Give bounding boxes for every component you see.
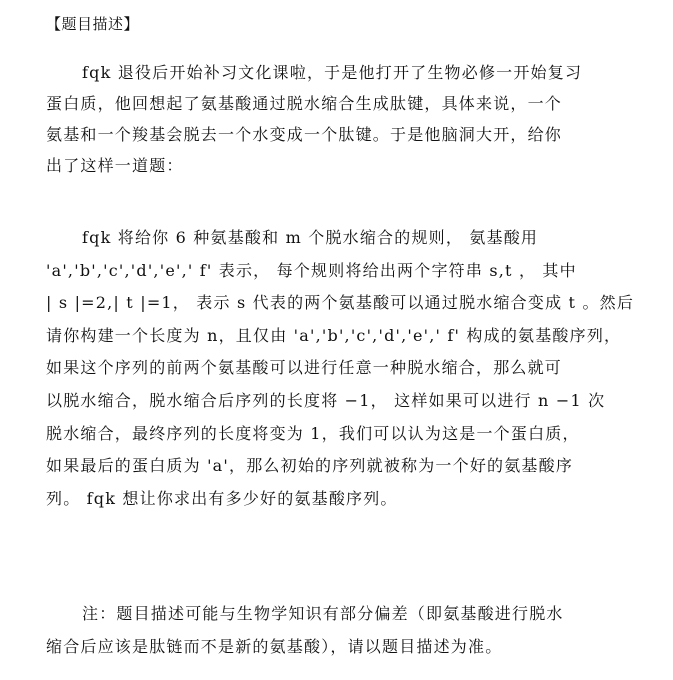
paragraph-line: fqk 退役后开始补习文化课啦，于是他打开了生物必修一开始复习 xyxy=(82,63,583,82)
paragraph-line: fqk 将给你 6 种氨基酸和 m 个脱水缩合的规则， 氨基酸用 xyxy=(82,228,539,247)
paragraph-line: 列。 fqk 想让你求出有多少好的氨基酸序列。 xyxy=(46,488,398,508)
paragraph-note xyxy=(46,597,646,663)
paragraph-line: 以脱水缩合，脱水缩合后序列的长度将 −1， 这样如果可以进行 n −1 次 xyxy=(46,390,606,410)
section-title: 【题目描述】 xyxy=(46,15,140,33)
paragraph-line: 请你构建一个长度为 n，且仅由 'a','b','c','d','e',' f' 构成的氨基酸序列， xyxy=(46,325,622,345)
paragraph-problem xyxy=(46,222,646,515)
paragraph-line: 'a','b','c','d','e',' f' 表示， 每个规则将给出两个字符串 s,t ， 其中 xyxy=(46,260,577,280)
paragraph-line: | s |=2,| t |=1， 表示 s 代表的两个氨基酸可以通过脱水缩合变成 t 。然后 xyxy=(46,293,635,313)
paragraph-line: 出了这样一道题： xyxy=(46,156,184,175)
paragraph-line: 如果这个序列的前两个氨基酸可以进行任意一种脱水缩合，那么就可 xyxy=(46,358,563,378)
paragraph-line: 如果最后的蛋白质为 'a'，那么初始的序列就被称为一个好的氨基酸序 xyxy=(46,456,574,476)
paragraph-line: 脱水缩合，最终序列的长度将变为 1，我们可以认为这是一个蛋白质， xyxy=(46,423,580,443)
paragraph-background xyxy=(46,57,646,181)
paragraph-line: 蛋白质，他回想起了氨基酸通过脱水缩合生成肽键，具体来说，一个 xyxy=(46,94,563,113)
paragraph-line: 注：题目描述可能与生物学知识有部分偏差（即氨基酸进行脱水 xyxy=(82,604,564,623)
paragraph-line: 缩合后应该是肽链而不是新的氨基酸），请以题目描述为准。 xyxy=(46,637,503,656)
paragraph-line: 氨基和一个羧基会脱去一个水变成一个肽键。于是他脑洞大开，给你 xyxy=(46,125,563,144)
